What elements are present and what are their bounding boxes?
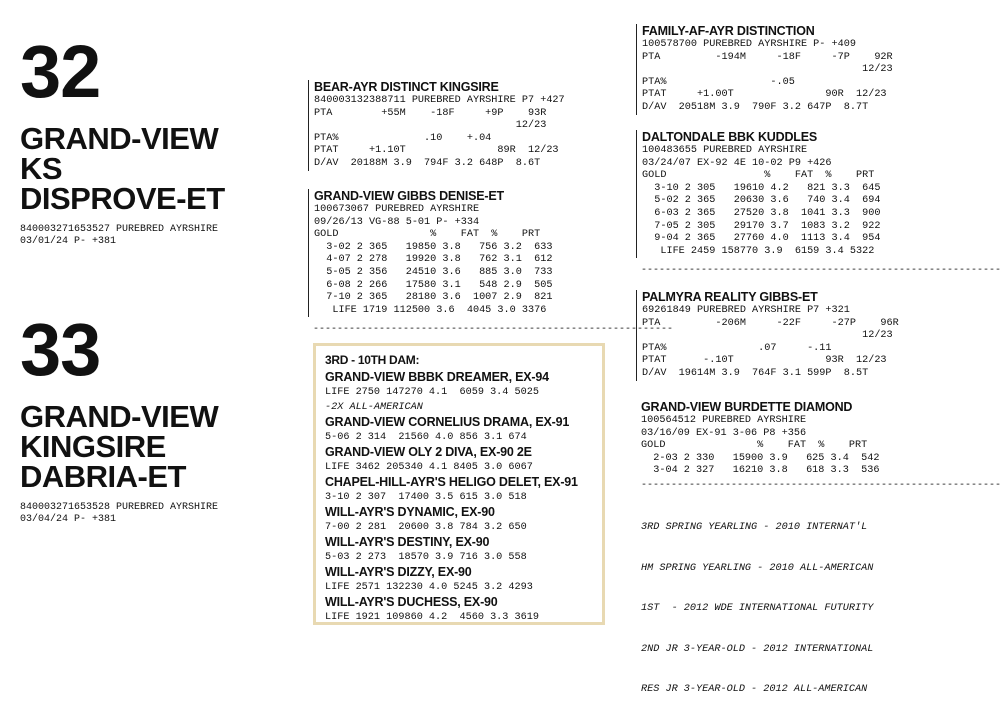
dam-history-record: LIFE 2750 147270 4.1 6059 3.4 5025 <box>325 387 539 398</box>
birth-line: 03/04/24 P- +381 <box>20 514 117 525</box>
sire-line: PTA% .07 -.11 <box>642 342 832 354</box>
animal-name <box>20 399 219 494</box>
animal-name-line: GRAND-VIEW <box>20 399 219 434</box>
awards-list <box>641 494 873 710</box>
dam-history-award: -2X ALL-AMERICAN <box>325 402 423 413</box>
dam-history-name: WILL-AYR'S DESTINY, EX-90 <box>325 535 490 549</box>
sire-line: D/AV 20188M 3.9 794F 3.2 648P 8.6T <box>314 157 541 169</box>
dam-line: 6-03 2 365 27520 3.8 1041 3.3 900 <box>642 207 881 219</box>
sire-line: PTA -194M -18F -7P 92R <box>642 51 893 63</box>
sire-name: BEAR-AYR DISTINCT KINGSIRE <box>314 80 499 94</box>
animal-name-line: GRAND-VIEW <box>20 121 219 156</box>
dam-history-record: LIFE 2571 132230 4.0 5245 3.2 4293 <box>325 582 533 593</box>
dam-history-record: LIFE 3462 205340 4.1 8405 3.0 6067 <box>325 462 533 473</box>
dam-line: 03/16/09 EX-91 3-06 P8 +356 <box>641 427 807 439</box>
sire-line: PTA% -.05 <box>642 76 795 88</box>
dam-line: 100483655 PUREBRED AYRSHIRE <box>642 145 808 156</box>
animal-name-line: DISPROVE-ET <box>20 181 225 216</box>
sire-block <box>308 80 599 171</box>
dam-line: GOLD % FAT % PRT <box>314 229 541 241</box>
dam-line: 9-04 2 365 27760 4.0 1113 3.4 954 <box>642 233 881 245</box>
dam-name: DALTONDALE BBK KUDDLES <box>642 130 817 144</box>
dam-line: 6-08 2 266 17580 3.1 548 2.9 505 <box>314 279 553 291</box>
birth-line: 03/01/24 P- +381 <box>20 236 117 247</box>
divider: ------------------------------------------------------------ <box>641 265 1001 276</box>
dam-history-record: 3-10 2 307 17400 3.5 615 3.0 518 <box>325 492 527 503</box>
lot-number: 32 <box>20 30 101 113</box>
dam-line: 7-10 2 365 28180 3.6 1007 2.9 821 <box>314 292 553 304</box>
dam-line: 2-03 2 330 15900 3.9 625 3.4 542 <box>641 452 880 464</box>
animal-name <box>20 121 225 216</box>
dam-history-record: 5-03 2 273 18570 3.9 716 3.0 558 <box>325 552 527 563</box>
sire-line: PTAT -.10T 93R 12/23 <box>642 355 887 367</box>
dam-history-name: CHAPEL-HILL-AYR'S HELIGO DELET, EX-91 <box>325 475 578 489</box>
dam-history-record: LIFE 1921 109860 4.2 4560 3.3 3619 <box>325 612 539 623</box>
dam-name: GRAND-VIEW BURDETTE DIAMOND <box>641 400 853 414</box>
award-line: 1ST - 2012 WDE INTERNATIONAL FUTURITY <box>641 603 874 614</box>
dam-history-box <box>313 343 605 625</box>
dam-line: 100673067 PUREBRED AYRSHIRE <box>314 204 480 215</box>
dam-line: LIFE 2459 158770 3.9 6159 3.4 5322 <box>642 245 875 257</box>
dam-line: GOLD % FAT % PRT <box>642 170 875 182</box>
dam-history-record: 5-06 2 314 21560 4.0 856 3.1 674 <box>325 432 527 443</box>
dam-line: LIFE 1719 112500 3.6 4045 3.0 3376 <box>314 304 547 316</box>
registration-line: 840003271653528 PUREBRED AYRSHIRE <box>20 502 219 513</box>
dam-line: 4-07 2 278 19920 3.8 762 3.1 612 <box>314 254 553 266</box>
dam-block <box>641 400 921 478</box>
dam-block <box>636 130 922 258</box>
sire-line: 100578700 PUREBRED AYRSHIRE P- +409 <box>642 39 856 50</box>
divider: ------------------------------------------------------------ <box>641 480 1001 491</box>
dam-history-record: 7-00 2 281 20600 3.8 784 3.2 650 <box>325 522 527 533</box>
lot-33 <box>20 308 219 526</box>
dam-history-name: WILL-AYR'S DYNAMIC, EX-90 <box>325 505 495 519</box>
sire-line: 840003132388711 PUREBRED AYRSHIRE P7 +427 <box>314 95 565 106</box>
sire-block <box>636 290 922 381</box>
dam-block <box>308 189 599 317</box>
dam-line: 5-05 2 356 24510 3.6 885 3.0 733 <box>314 266 553 278</box>
sire-name: PALMYRA REALITY GIBBS-ET <box>642 290 818 304</box>
dam-line: 09/26/13 VG-88 5-01 P- +334 <box>314 216 480 228</box>
sire-line: 69261849 PUREBRED AYRSHIRE P7 +321 <box>642 305 850 316</box>
award-line: 2ND JR 3-YEAR-OLD - 2012 INTERNATIONAL <box>641 643 874 655</box>
sire-line: 12/23 <box>642 64 893 76</box>
dam-line: 03/24/07 EX-92 4E 10-02 P9 +426 <box>642 157 832 169</box>
dam-name: GRAND-VIEW GIBBS DENISE-ET <box>314 189 504 203</box>
registration-line: 840003271653527 PUREBRED AYRSHIRE <box>20 224 219 235</box>
animal-name-line: DABRIA-ET <box>20 459 186 494</box>
sire-line: D/AV 19614M 3.9 764F 3.1 599P 8.5T <box>642 367 869 379</box>
award-line: HM SPRING YEARLING - 2010 ALL-AMERICAN <box>641 562 874 574</box>
dam-line: 3-10 2 305 19610 4.2 821 3.3 645 <box>642 182 881 194</box>
dam-history-name: WILL-AYR'S DUCHESS, EX-90 <box>325 595 498 609</box>
dam-line: 100564512 PUREBRED AYRSHIRE <box>641 415 807 426</box>
dam-history-name: GRAND-VIEW OLY 2 DIVA, EX-90 2E <box>325 445 532 459</box>
sire-line: PTAT +1.10T 89R 12/23 <box>314 145 559 157</box>
sire-line: 12/23 <box>314 120 547 132</box>
sire-line: PTA -206M -22F -27P 96R <box>642 317 899 329</box>
dam-history-title: 3RD - 10TH DAM: <box>325 353 420 367</box>
dam-history-name: WILL-AYR'S DIZZY, EX-90 <box>325 565 472 579</box>
animal-name-line: KS <box>20 151 63 186</box>
dam-line: 3-02 2 365 19850 3.8 756 3.2 633 <box>314 241 553 253</box>
sire-name: FAMILY-AF-AYR DISTINCTION <box>642 24 815 38</box>
sire-line: PTA +55M -18F +9P 93R <box>314 107 547 119</box>
sire-line: PTA% .10 +.04 <box>314 132 492 144</box>
dam-history-name: GRAND-VIEW BBBK DREAMER, EX-94 <box>325 370 549 384</box>
sire-line: 12/23 <box>642 330 893 342</box>
dam-line: 5-02 2 365 20630 3.6 740 3.4 694 <box>642 195 881 207</box>
sire-block <box>636 24 922 115</box>
dam-history-name: GRAND-VIEW CORNELIUS DRAMA, EX-91 <box>325 415 570 429</box>
divider: ------------------------------------------------------------ <box>313 324 674 335</box>
lot-32 <box>20 30 225 248</box>
animal-name-line: KINGSIRE <box>20 429 166 464</box>
lot-number: 33 <box>20 308 101 391</box>
sire-line: PTAT +1.00T 90R 12/23 <box>642 89 887 101</box>
award-line: RES JR 3-YEAR-OLD - 2012 ALL-AMERICAN <box>641 684 868 695</box>
dam-line: 3-04 2 327 16210 3.8 618 3.3 536 <box>641 465 880 477</box>
sire-line: D/AV 20518M 3.9 790F 3.2 647P 8.7T <box>642 101 869 113</box>
dam-line: 7-05 2 305 29170 3.7 1083 3.2 922 <box>642 220 881 232</box>
dam-line: GOLD % FAT % PRT <box>641 440 868 452</box>
award-line: 3RD SPRING YEARLING - 2010 INTERNAT'L <box>641 522 868 533</box>
